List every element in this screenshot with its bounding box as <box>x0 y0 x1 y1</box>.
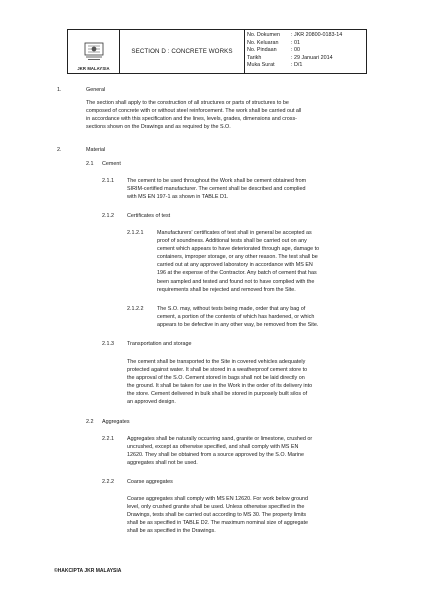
clause-coarse-title: Coarse aggregates <box>127 479 173 485</box>
heading-general: General <box>86 87 106 93</box>
clause-number: 2.1.1 <box>102 178 114 184</box>
clause-certificates-title: Certificates of test <box>127 213 171 219</box>
clause-2-1-1: The cement to be used throughout the Work shall be cement obtained from SIRIM-certified manufacturer. The cement shall be described and complied with MS EN 197-1 as shown in TABLE D1. <box>127 178 307 201</box>
meta-row: No. Dokumen : JKR 20800-0183-14 <box>247 32 343 38</box>
meta-row: No. Keluaran : 01 <box>247 39 300 46</box>
section-title: SECTION D : CONCRETE WORKS <box>120 30 245 73</box>
logo-text: JKR MALAYSIA <box>77 66 110 71</box>
logo-cell <box>68 30 120 73</box>
clause-number: 2.1.3 <box>102 341 114 347</box>
meta-row: Tarikh : 29 Januari 2014 <box>247 54 333 61</box>
meta-row: No. Pindaan : 00 <box>247 47 300 54</box>
clause-number: 2.1.2 <box>102 213 114 219</box>
clause-2-1-3: The cement shall be transported to the Site in covered vehicles adequately protected against water. It shall be stored in a weatherproof cement store to the approval of the S.O. Cement stored in bags shall not be laid directly on the ground. It shall be taken for use in the Work in the order of its delivery into the store. Cement delivered in bulk shall be stored in purposely built silos of an approved design. <box>127 359 313 406</box>
meta-row: Muka Surat : D/1 <box>247 62 303 69</box>
document-header <box>67 29 367 74</box>
clause-transport-title: Transportation and storage <box>127 341 192 347</box>
heading-number: 2. <box>57 147 62 153</box>
general-paragraph: The section shall apply to the construction of all structures or parts of structures to be composed of concrete with or without steel reinforcement. The work shall be carried out all in accordance with this specification and the lines, levels, grades, dimensions and cross- sections shown on the Drawings and as required by the S.O. <box>86 100 302 131</box>
section-cement: Cement <box>102 161 121 167</box>
copyright-footer: ©HAKCIPTA JKR MALAYSIA <box>54 568 122 574</box>
section-number: 2.2 <box>86 419 94 425</box>
subclause-2-1-2-1: Manufacturers' certificates of test shall in general be accepted as proof of soundness. Additional tests shall be carried out on any cement which appears to have deteriorated through age, damage to containers, improper storage, or any other reason. The test shall be carried out at any approved laboratory in accordance with MS EN 196 at the expense of the Contractor. Any batch of cement that has been sampled and tested and found not to have complied with the requirements shall be rejected and removed from the Site. <box>157 230 320 293</box>
section-aggregates: Aggregates <box>102 419 130 425</box>
heading-material: Material <box>86 147 106 153</box>
document-meta <box>245 30 366 73</box>
heading-number: 1. <box>57 87 62 93</box>
clause-number: 2.2.2 <box>102 479 114 485</box>
clause-number: 2.2.1 <box>102 436 114 442</box>
subclause-number: 2.1.2.1 <box>127 230 144 236</box>
subclause-number: 2.1.2.2 <box>127 306 144 312</box>
jkr-crest-icon <box>82 42 106 62</box>
clause-2-2-2: Coarse aggregates shall comply with MS EN 12620. For work below ground level, only crushed granite shall be used. Unless otherwise specified in the Drawings, tests shall be carried out according to MS 30. The property limits shall be as specified in TABLE D2. The maximum nominal size of aggregate shall be as specified in the Drawings. <box>127 496 308 535</box>
section-number: 2.1 <box>86 161 94 167</box>
subclause-2-1-2-2: The S.O. may, without tests being made, order that any bag of cement, a portion of the contents of which has hardened, or which appears to be defective in any other way, be removed from the Site. <box>157 306 319 329</box>
clause-2-2-1: Aggregates shall be naturally occurring sand, granite or limestone, crushed or uncrushed, except as otherwise specified, and shall comply with MS EN 12620. They shall be obtained from a source approved by the S.O. Marine aggregates shall not be used. <box>127 436 313 467</box>
